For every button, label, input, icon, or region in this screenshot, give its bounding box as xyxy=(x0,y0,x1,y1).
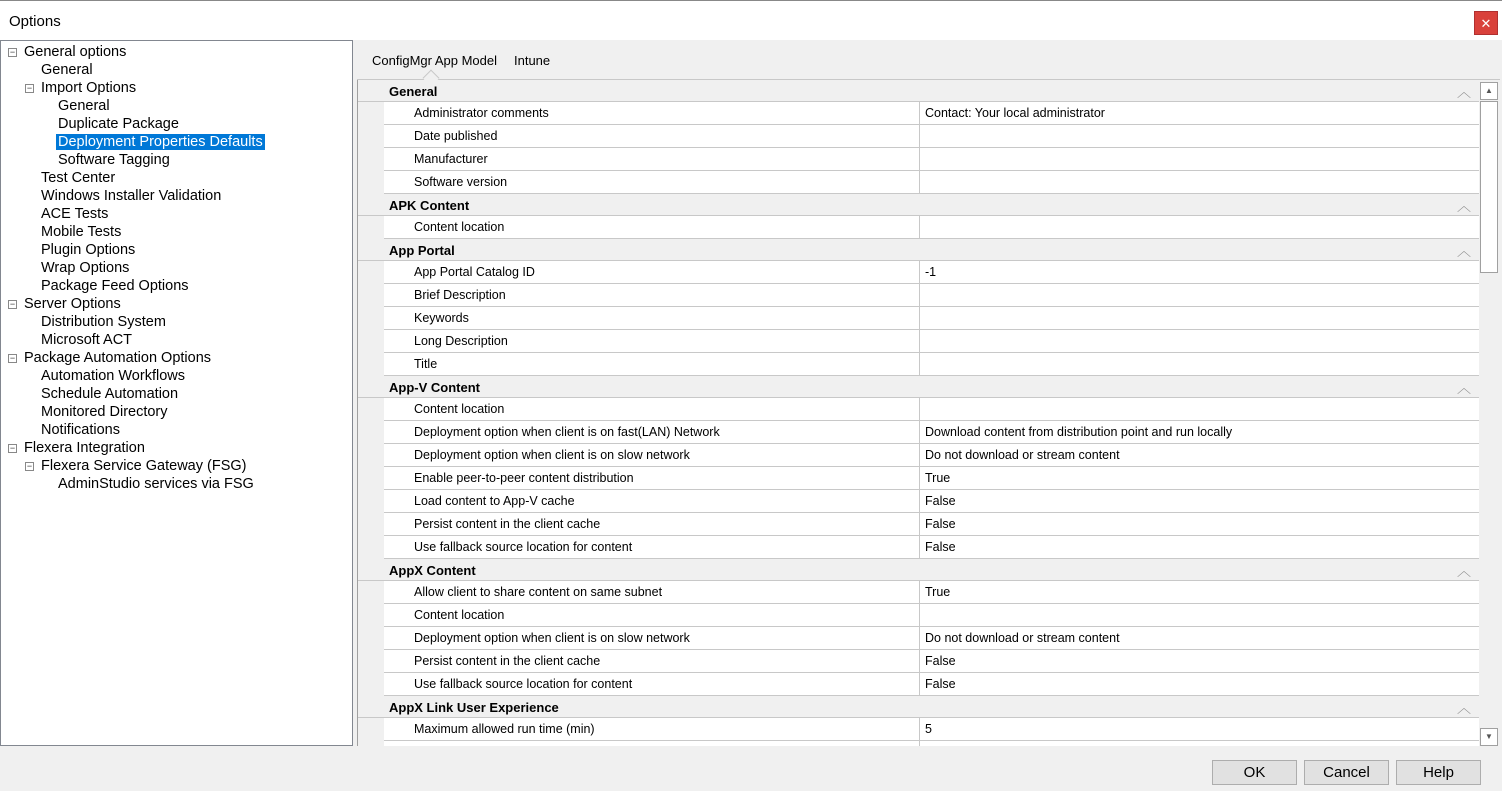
title-bar xyxy=(0,0,1502,40)
tree-item-label: AdminStudio services via FSG xyxy=(58,476,254,492)
section-header[interactable] xyxy=(358,559,1479,581)
collapse-icon[interactable]: − xyxy=(9,443,16,453)
section-title: App-V Content xyxy=(389,380,480,395)
property-value[interactable]: -1 xyxy=(919,261,1479,283)
property-name: Deployment option when client is on fast(LAN) Network xyxy=(414,425,720,439)
collapse-icon[interactable]: − xyxy=(9,353,16,363)
property-name: Maximum allowed run time (min) xyxy=(414,722,595,736)
tree-item-label: ACE Tests xyxy=(41,206,109,222)
property-name: Brief Description xyxy=(414,288,506,302)
tree-item[interactable] xyxy=(41,277,189,295)
property-value[interactable]: True xyxy=(919,467,1479,489)
property-value[interactable]: True xyxy=(919,581,1479,603)
tree-item[interactable] xyxy=(58,475,254,493)
tree-item[interactable] xyxy=(9,295,121,313)
property-row[interactable] xyxy=(384,673,1479,696)
chevron-up-icon[interactable]: ︿ xyxy=(1457,243,1471,259)
property-value[interactable] xyxy=(919,398,1479,420)
chevron-up-icon[interactable]: ︿ xyxy=(1457,563,1471,579)
tab-intune[interactable]: Intune xyxy=(514,53,551,68)
property-name: Administrator comments xyxy=(414,106,549,120)
property-name: Long Description xyxy=(414,334,508,348)
tree-item-label: Package Automation Options xyxy=(24,350,212,366)
property-row[interactable] xyxy=(384,330,1479,353)
tree-item[interactable] xyxy=(41,61,93,79)
property-value[interactable] xyxy=(919,330,1479,352)
property-value[interactable] xyxy=(919,353,1479,375)
property-value[interactable]: False xyxy=(919,673,1479,695)
property-value[interactable] xyxy=(919,171,1479,193)
property-row[interactable] xyxy=(384,261,1479,284)
property-value[interactable]: Do not download or stream content xyxy=(919,444,1479,466)
property-value[interactable] xyxy=(919,284,1479,306)
help-button[interactable]: Help xyxy=(1396,760,1481,785)
tree-item-label: Deployment Properties Defaults xyxy=(58,134,263,150)
tree-item[interactable] xyxy=(41,385,178,403)
section-title: General xyxy=(389,84,438,99)
tree-item[interactable] xyxy=(41,313,166,331)
tree-item-label: Software Tagging xyxy=(58,152,170,168)
tree-item-label: Microsoft ACT xyxy=(41,332,133,348)
property-row[interactable] xyxy=(384,444,1479,467)
property-name: Content location xyxy=(414,220,505,234)
tree-item-label: Distribution System xyxy=(41,314,166,330)
vertical-scrollbar[interactable] xyxy=(1480,82,1498,746)
property-name: App Portal Catalog ID xyxy=(414,265,535,279)
tree-item[interactable] xyxy=(41,223,121,241)
tree-item[interactable] xyxy=(9,439,145,457)
scroll-up-button[interactable] xyxy=(1480,82,1498,100)
property-name: Use fallback source location for content xyxy=(414,677,633,691)
property-row[interactable] xyxy=(384,216,1479,239)
property-name: Content location xyxy=(414,608,505,622)
property-value[interactable] xyxy=(919,216,1479,238)
tree-item-label: Plugin Options xyxy=(41,242,136,258)
scrollbar-thumb[interactable] xyxy=(1480,101,1498,273)
property-value[interactable] xyxy=(919,604,1479,626)
section-title: AppX Content xyxy=(389,563,476,578)
property-value[interactable]: False xyxy=(919,490,1479,512)
tree-item[interactable] xyxy=(41,403,168,421)
chevron-up-icon[interactable]: ︿ xyxy=(1457,380,1471,396)
tree-item-label: Server Options xyxy=(24,296,121,312)
property-name: Date published xyxy=(414,129,498,143)
property-value[interactable] xyxy=(919,741,1479,746)
tree-item[interactable] xyxy=(58,151,170,169)
section-title: AppX Link User Experience xyxy=(389,700,559,715)
property-row[interactable] xyxy=(384,467,1479,490)
property-value[interactable] xyxy=(919,148,1479,170)
tree-item[interactable] xyxy=(58,97,110,115)
tree-item[interactable] xyxy=(41,205,108,223)
property-row[interactable] xyxy=(384,353,1479,376)
property-name: Persist content in the client cache xyxy=(414,654,601,668)
property-name: Deployment option when client is on slow network xyxy=(414,448,690,462)
tree-item[interactable] xyxy=(58,133,265,151)
tree-item-label: Notifications xyxy=(41,422,120,438)
section-header[interactable] xyxy=(358,696,1479,718)
options-tree[interactable] xyxy=(0,40,353,746)
section-header[interactable] xyxy=(358,194,1479,216)
property-row[interactable] xyxy=(384,398,1479,421)
property-row[interactable] xyxy=(384,627,1479,650)
property-row[interactable] xyxy=(384,421,1479,444)
tree-item[interactable] xyxy=(41,241,135,259)
properties-panel xyxy=(357,44,1500,746)
property-row[interactable] xyxy=(384,171,1479,194)
tree-item-label: Test Center xyxy=(41,170,116,186)
property-name: Use fallback source location for content xyxy=(414,540,633,554)
property-row[interactable] xyxy=(384,718,1479,741)
tree-item-label: General xyxy=(41,62,93,78)
property-row[interactable] xyxy=(384,536,1479,559)
scroll-down-button[interactable] xyxy=(1480,728,1498,746)
tree-item-label: Automation Workflows xyxy=(41,368,185,384)
tree-item[interactable] xyxy=(26,79,137,97)
close-icon: ✕ xyxy=(1480,16,1492,31)
property-value[interactable]: False xyxy=(919,536,1479,558)
chevron-up-icon[interactable]: ︿ xyxy=(1457,700,1471,716)
collapse-icon[interactable]: − xyxy=(9,299,16,309)
tree-item-label: Windows Installer Validation xyxy=(41,188,222,204)
tab-bar xyxy=(357,44,1500,80)
tree-item[interactable] xyxy=(41,367,185,385)
tab-configmgr-app-model[interactable]: ConfigMgr App Model xyxy=(372,53,498,68)
tree-item-label: Package Feed Options xyxy=(41,278,189,294)
tree-item[interactable] xyxy=(41,421,120,439)
property-row[interactable] xyxy=(384,650,1479,673)
chevron-up-icon[interactable]: ︿ xyxy=(1457,84,1471,100)
tree-item-label: Import Options xyxy=(41,80,137,96)
property-name: Persist content in the client cache xyxy=(414,517,601,531)
tree-item[interactable] xyxy=(41,187,221,205)
property-value[interactable]: False xyxy=(919,513,1479,535)
property-row[interactable] xyxy=(384,102,1479,125)
ok-button[interactable]: OK xyxy=(1212,760,1297,785)
tree-item-label: Monitored Directory xyxy=(41,404,168,420)
tree-item[interactable] xyxy=(41,169,115,187)
close-button[interactable] xyxy=(1474,11,1498,35)
arrow-down-icon: ▼ xyxy=(1485,732,1493,741)
tree-item-label: Mobile Tests xyxy=(41,224,122,240)
property-name: Content location xyxy=(414,402,505,416)
tree-item-label: Duplicate Package xyxy=(58,116,179,132)
collapse-icon[interactable]: − xyxy=(26,83,33,93)
property-grid xyxy=(357,80,1479,746)
tree-item[interactable] xyxy=(41,331,132,349)
tree-item[interactable] xyxy=(58,115,179,133)
collapse-icon[interactable]: − xyxy=(9,47,16,57)
property-name: Allow client to share content on same subnet xyxy=(414,585,663,599)
tree-item[interactable] xyxy=(41,259,129,277)
property-name: Load content to App-V cache xyxy=(414,494,575,508)
property-name: Software version xyxy=(414,175,508,189)
property-name: Deployment option when client is on slow network xyxy=(414,631,690,645)
property-row[interactable] xyxy=(384,513,1479,536)
window-title: Options xyxy=(9,13,61,30)
property-row[interactable] xyxy=(384,741,1479,746)
tree-item-label: General options xyxy=(24,44,127,60)
collapse-icon[interactable]: − xyxy=(26,461,33,471)
cancel-button[interactable]: Cancel xyxy=(1304,760,1389,785)
property-value[interactable] xyxy=(919,125,1479,147)
tree-item-label: Wrap Options xyxy=(41,260,130,276)
property-name: Manufacturer xyxy=(414,152,488,166)
tree-item[interactable] xyxy=(9,349,212,367)
tree-item[interactable] xyxy=(26,457,247,475)
arrow-up-icon: ▲ xyxy=(1485,86,1493,95)
tree-item-label: Flexera Integration xyxy=(24,440,145,456)
chevron-up-icon[interactable]: ︿ xyxy=(1457,198,1471,214)
property-row[interactable] xyxy=(384,490,1479,513)
section-header[interactable] xyxy=(358,239,1479,261)
section-title: App Portal xyxy=(389,243,455,258)
tree-item-label: Flexera Service Gateway (FSG) xyxy=(41,458,247,474)
section-title: APK Content xyxy=(389,198,470,213)
property-value[interactable]: False xyxy=(919,650,1479,672)
property-name: Enable peer-to-peer content distribution xyxy=(414,471,634,485)
section-header[interactable] xyxy=(358,376,1479,398)
tree-item[interactable] xyxy=(9,43,127,61)
property-value[interactable]: Contact: Your local administrator xyxy=(919,102,1479,124)
property-value[interactable] xyxy=(919,307,1479,329)
property-value[interactable]: 5 xyxy=(919,718,1479,740)
property-row[interactable] xyxy=(384,581,1479,604)
property-name: Keywords xyxy=(414,311,469,325)
property-row[interactable] xyxy=(384,284,1479,307)
section-header[interactable] xyxy=(358,80,1479,102)
tree-item-label: General xyxy=(58,98,110,114)
property-name: Title xyxy=(414,357,438,371)
property-row[interactable] xyxy=(384,148,1479,171)
property-row[interactable] xyxy=(384,604,1479,627)
property-row[interactable] xyxy=(384,125,1479,148)
tree-item-label: Schedule Automation xyxy=(41,386,179,402)
property-row[interactable] xyxy=(384,307,1479,330)
property-value[interactable]: Do not download or stream content xyxy=(919,627,1479,649)
property-value[interactable]: Download content from distribution point and run locally xyxy=(919,421,1479,443)
